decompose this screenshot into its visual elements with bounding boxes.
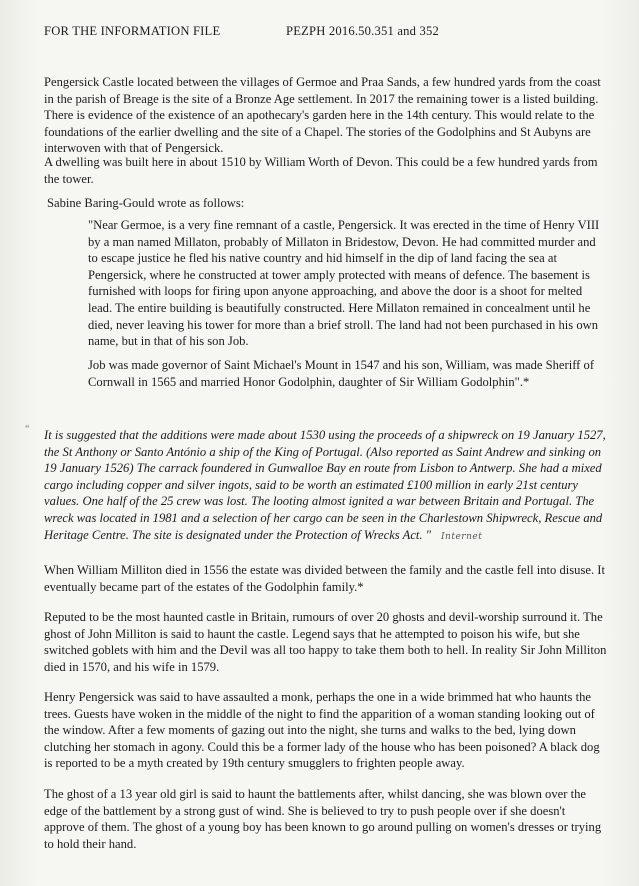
quote-paragraph-1: "Near Germoe, is a very fine remnant of a castle, Pengersick. It was erected in the time of Henry VIII by a man named Millaton, probably of Millaton in Bridestow, Devon. He had committed murder and to escape justice he fled his native country and hid himself in the dip of land facing the sea at Pengersick, where he constructed at tower amply protected with means of defence. The basement is furnished with loops for firing upon anyone approaching, and above the door is a shoot for melted lead. The entire building is beautifully constructed. Here Millaton remained in concealment until he died, never leaving his tower for more than a brief stroll. The land had not been purchased in his own name, but in that of his son Job. <box>88 218 600 349</box>
italic-shipwreck-text: It is suggested that the additions were made about 1530 using the proceeds of a shipwreck on 19 January 1527, the St Anthony or Santo António a ship of the King of Portugal. (Also reported as Saint Andrew and sinking on 19 January 1526) The carrack foundered in Gunwalloe Bay en route from Lisbon to Antwerp. She had a mixed cargo including copper and silver ingots, said to be worth an estimated £100 million in early 21st century values. One half of the 25 crew was lost. The looting almost ignited a war between Britain and Portugal. The wreck was located in 1981 and a selection of her cargo can be seen in the Charlestown Shipwreck, Rescue and Heritage Centre. The site is designated under the Protection of Wrecks Act. " <box>44 428 606 542</box>
paragraph-intro: Pengersick Castle located between the villages of Germoe and Praa Sands, a few hundred yards from the coast in the parish of Breage is the site of a Bronze Age settlement. In 2017 the remaining tower is a listed building. There is evidence of the existence of an apothecary's garden here in the 14th century. This would relate to the foundations of the earlier dwelling and the site of a Chapel. The stories of the Godolphins and St Aubyns are interwoven with that of Pengersick. <box>44 75 601 156</box>
handwritten-open-quote: “ <box>25 424 30 435</box>
header-right: PEZPH 2016.50.351 and 352 <box>286 24 439 38</box>
quote-paragraph-2: Job was made governor of Saint Michael's Mount in 1547 and his son, William, was made Sheriff of Cornwall in 1565 and married Honor Godolphin, daughter of Sir William Godolphin".* <box>88 358 595 389</box>
italic-shipwreck-note <box>44 427 607 545</box>
paragraph-haunted-castle: Reputed to be the most haunted castle in Britain, rumours of over 20 ghosts and devil-worship surround it. The ghost of John Milliton is said to haunt the castle. Legend says that he attempted to poison his wife, but she switched goblets with him and the Devil was all too happy to take them both to hell. In reality Sir John Milliton died in 1570, and his wife in 1579. <box>44 610 607 674</box>
paragraph-baring-gould-intro: Sabine Baring-Gould wrote as follows: <box>47 196 245 210</box>
paragraph-estate-division: When William Milliton died in 1556 the estate was divided between the family and the castle fell into disuse. It eventually became part of the estates of the Godolphin family.* <box>44 563 605 594</box>
paragraph-ghost-girl: The ghost of a 13 year old girl is said to haunt the battlements after, whilst dancing, she was blown over the edge of the battlement by a strong gust of wind. She is believed to try to push people over if she doesn't approve of them. The ghost of a young boy has been known to go around pulling on women's dresses or trying to hold their hand. <box>44 787 602 851</box>
paragraph-henry-pengersick: Henry Pengersick was said to have assaulted a monk, perhaps the one in a wide brimmed hat who haunts the trees. Guests have woken in the middle of the night to find the apparition of a woman standing looking out of the window. After a few moments of gazing out into the night, she turns and walks to the bed, lying down clutching her stomach in agony. Could this be a former lady of the house who has been poisoned? A black dog is reported to be a myth created by 19th century smugglers to frighten people away. <box>44 690 600 771</box>
handwritten-note: Internet <box>441 531 483 542</box>
header-left: FOR THE INFORMATION FILE <box>44 24 221 38</box>
paragraph-dwelling: A dwelling was built here in about 1510 by William Worth of Devon. This could be a few hundred yards from the tower. <box>44 155 598 186</box>
